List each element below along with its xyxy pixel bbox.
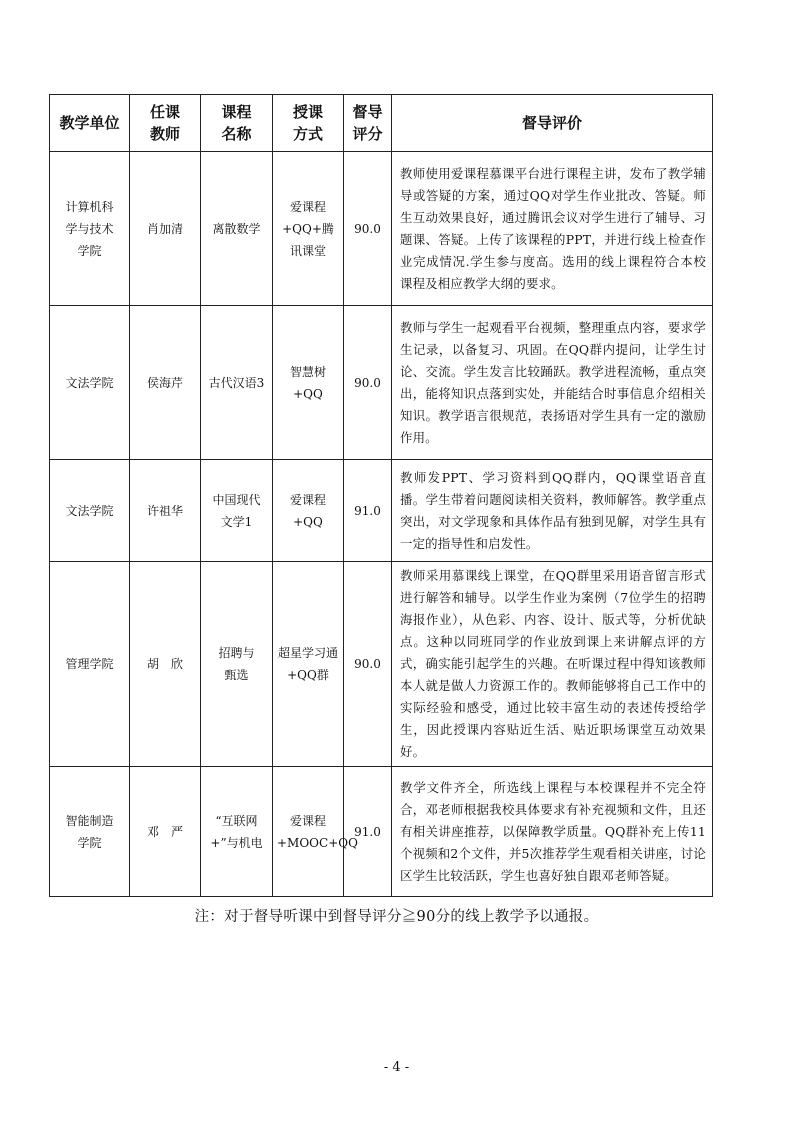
table-header-row (50, 95, 713, 152)
cell-teacher: 肖加清 (130, 152, 201, 306)
cell-course: 中国现代文学1 (201, 460, 273, 562)
cell-unit: 文法学院 (50, 460, 130, 562)
cell-score: 90.0 (344, 152, 392, 306)
cell-teacher: 胡 欣 (130, 562, 201, 767)
cell-mode: 智慧树+QQ (273, 306, 344, 460)
cell-course: 招聘与甄选 (201, 562, 273, 767)
table-row (50, 460, 713, 562)
cell-evaluation: 教师采用慕课线上课堂，在QQ群里采用语音留言形式进行解答和辅导。以学生作业为案例（7位学生的招聘海报作业），从色彩、内容、设计、版式等，分析优缺点。这种以同班同学的作业放到课上来讲解点评的方式，确实能引起学生的兴趣。在听课过程中得知该教师本人就是做人力资源工作的。教师能够将自己工作中的实际经验和感受，通过比较丰富生动的表述传授给学生，因此授课内容贴近生活、贴近职场课堂互动效果好。 (392, 562, 713, 767)
cell-teacher: 许祖华 (130, 460, 201, 562)
cell-evaluation: 教师与学生一起观看平台视频，整理重点内容，要求学生记录，以备复习、巩固。在QQ群内提问，让学生讨论、交流。学生发言比较踊跃。教学进程流畅，重点突出，能将知识点落到实处，并能结合时事信息介绍相关知识。教学语言很规范，表扬语对学生具有一定的激励作用。 (392, 306, 713, 460)
cell-unit: 计算机科学与技术学院 (50, 152, 130, 306)
cell-mode: 爱课程+QQ+腾讯课堂 (273, 152, 344, 306)
header-course: 课程名称 (201, 95, 273, 152)
cell-score: 91.0 (344, 460, 392, 562)
cell-course: 古代汉语3 (201, 306, 273, 460)
cell-evaluation: 教师发PPT、学习资料到QQ群内，QQ课堂语音直播。学生带着问题阅读相关资料，教师解答。教学重点突出，对文学现象和具体作品有独到见解，对学生具有一定的指导性和启发性。 (392, 460, 713, 562)
supervision-evaluation-table (49, 94, 713, 897)
cell-score: 90.0 (344, 562, 392, 767)
cell-evaluation: 教学文件齐全，所选线上课程与本校课程并不完全符合，邓老师根据我校具体要求有补充视频和文件，且还有相关讲座推荐，以保障教学质量。QQ群补充上传11个视频和2个文件，并5次推荐学生观看相关讲座，讨论区学生比较活跃，学生也喜好独自跟邓老师答疑。 (392, 767, 713, 897)
cell-teacher: 侯海芹 (130, 306, 201, 460)
table-footnote: 注：对于督导听课中到督导评分≧90分的线上教学予以通报。 (194, 909, 599, 925)
header-mode: 授课方式 (273, 95, 344, 152)
cell-mode: 爱课程+QQ (273, 460, 344, 562)
table-row (50, 767, 713, 897)
table-row (50, 562, 713, 767)
cell-score: 90.0 (344, 306, 392, 460)
cell-mode: 爱课程+MOOC+QQ (273, 767, 344, 897)
table-row (50, 152, 713, 306)
cell-score: 91.0 (344, 767, 392, 897)
cell-evaluation: 教师使用爱课程慕课平台进行课程主讲，发布了教学辅导或答疑的方案，通过QQ对学生作业批改、答疑。师生互动效果良好，通过腾讯会议对学生进行了辅导、习题课、答疑。上传了该课程的PPT，并进行线上检查作业完成情况.学生参与度高。选用的线上课程符合本校课程及相应教学大纲的要求。 (392, 152, 713, 306)
cell-teacher: 邓 严 (130, 767, 201, 897)
table-row (50, 306, 713, 460)
cell-unit: 管理学院 (50, 562, 130, 767)
header-score: 督导评分 (344, 95, 392, 152)
header-evaluation: 督导评价 (392, 95, 713, 152)
supervision-table-container (49, 94, 713, 897)
cell-unit: 文法学院 (50, 306, 130, 460)
cell-mode: 超星学习通+QQ群 (273, 562, 344, 767)
header-unit: 教学单位 (50, 95, 130, 152)
header-teacher: 任课教师 (130, 95, 201, 152)
cell-unit: 智能制造学院 (50, 767, 130, 897)
cell-course: “互联网+”与机电 (201, 767, 273, 897)
page-number: - 4 - (383, 1060, 410, 1075)
cell-course: 离散数学 (201, 152, 273, 306)
